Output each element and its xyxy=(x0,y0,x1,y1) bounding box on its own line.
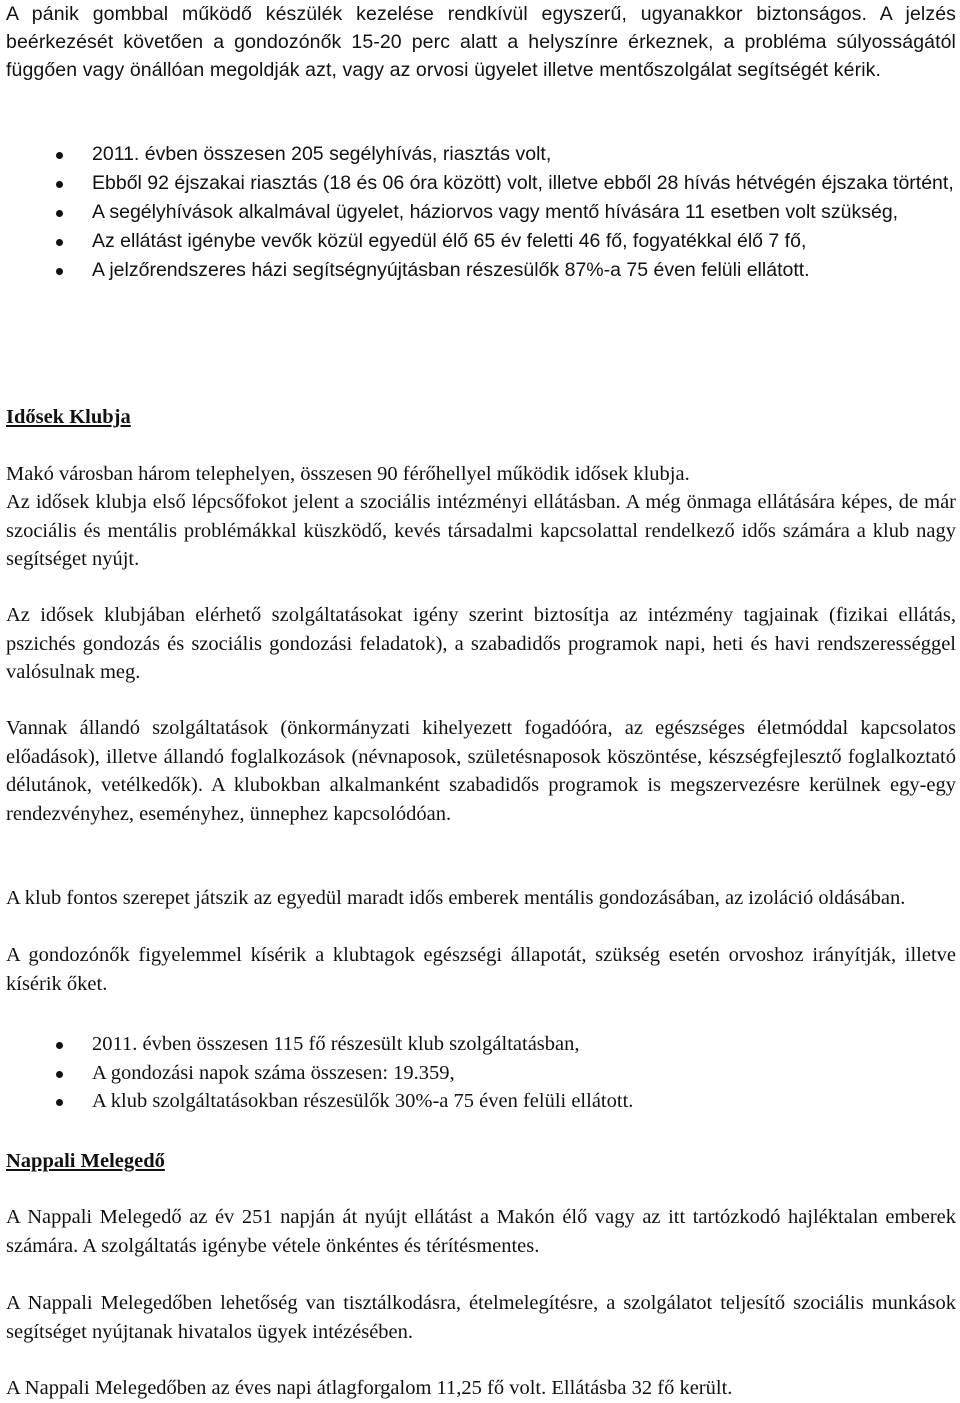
list-item: A klub szolgáltatásokban részesülők 30%-a 75 éven felüli ellátott. xyxy=(6,1087,956,1116)
section-heading-elderly-club: Idősek Klubja xyxy=(6,406,131,428)
intro-paragraph: A pánik gombbal működő készülék kezelése rendkívül egyszerű, ugyanakkor biztonságos. A jelzés beérkezését követően a gondozónők 15-20 perc alatt a helyszínre érkeznek, a probléma súlyosságától függően vagy önállóan megoldják azt, vagy az orvosi ügyelet illetve mentőszolgálat segítségét kérik. xyxy=(6,3,956,81)
list-item: A gondozási napok száma összesen: 19.359, xyxy=(6,1059,956,1088)
paragraph: A klub fontos szerepet játszik az egyedül maradt idős emberek mentális gondozásában, az izoláció oldásában. xyxy=(6,887,906,909)
list-item: 2011. évben összesen 115 fő részesült klub szolgáltatásban, xyxy=(6,1030,956,1059)
list-item: 2011. évben összesen 205 segélyhívás, riasztás volt, xyxy=(6,140,956,169)
paragraph: Az idősek klubja első lépcsőfokot jelent a szociális intézményi ellátásban. A még önmaga ellátására képes, de már szociális és mentális problémákkal küszködő, kevés társadalmi kapcsolattal rendelkező idős számára a klub nagy segítséget nyújt. xyxy=(6,491,956,570)
paragraph: A Nappali Melegedő az év 251 napján át nyújt ellátást a Makón élő vagy az itt tartózkodó hajléktalan emberek számára. A szolgáltatás igénybe vétele önkéntes és térítésmentes. xyxy=(6,1206,956,1257)
paragraph: Makó városban három telephelyen, összesen 90 férőhellyel működik idősek klubja. xyxy=(6,463,690,485)
section-heading-day-shelter: Nappali Melegedő xyxy=(6,1150,165,1172)
paragraph: A gondozónők figyelemmel kísérik a klubtagok egészségi állapotát, szükség esetén orvoshoz irányítják, illetve kísérik őket. xyxy=(6,944,956,995)
list-item: A segélyhívások alkalmával ügyelet, háziorvos vagy mentő hívására 11 esetben volt szükség, xyxy=(6,198,956,227)
list-item: A jelzőrendszeres házi segítségnyújtásban részesülők 87%-a 75 éven felüli ellátott. xyxy=(6,256,956,285)
paragraph: Az idősek klubjában elérhető szolgáltatásokat igény szerint biztosítja az intézmény tagjainak (fizikai ellátás, pszichés gondozás és szociális gondozási feladatok), a szabadidős programok napi, heti és havi rendszerességgel valósulnak meg. xyxy=(6,604,956,683)
paragraph: A Nappali Melegedőben az éves napi átlagforgalom 11,25 fő volt. Ellátásba 32 fő került. xyxy=(6,1377,733,1399)
paragraph: Vannak állandó szolgáltatások (önkormányzati kihelyezett fogadóóra, az egészséges életmóddal kapcsolatos előadások), illetve állandó foglalkozások (névnaposok, születésnaposok köszöntése, készségfejlesztő foglalkoztató délutánok, vetélkedők). A klubokban alkalmanként szabadidős programok is megszervezésre kerülnek egy-egy rendezvényhez, eseményhez, ünnephez kapcsolódóan. xyxy=(6,717,956,825)
paragraph: A Nappali Melegedőben lehetőség van tisztálkodásra, ételmelegítésre, a szolgálatot teljesítő szociális munkások segítséget nyújtanak hivatalos ügyek intézésében. xyxy=(6,1292,956,1343)
list-item: Ebből 92 éjszakai riasztás (18 és 06 óra között) volt, illetve ebből 28 hívás hétvégén éjszaka történt, xyxy=(6,169,956,198)
club-stats-list xyxy=(6,1030,956,1116)
alarm-stats-list xyxy=(6,140,956,285)
list-item: Az ellátást igénybe vevők közül egyedül élő 65 év feletti 46 fő, fogyatékkal élő 7 fő, xyxy=(6,227,956,256)
